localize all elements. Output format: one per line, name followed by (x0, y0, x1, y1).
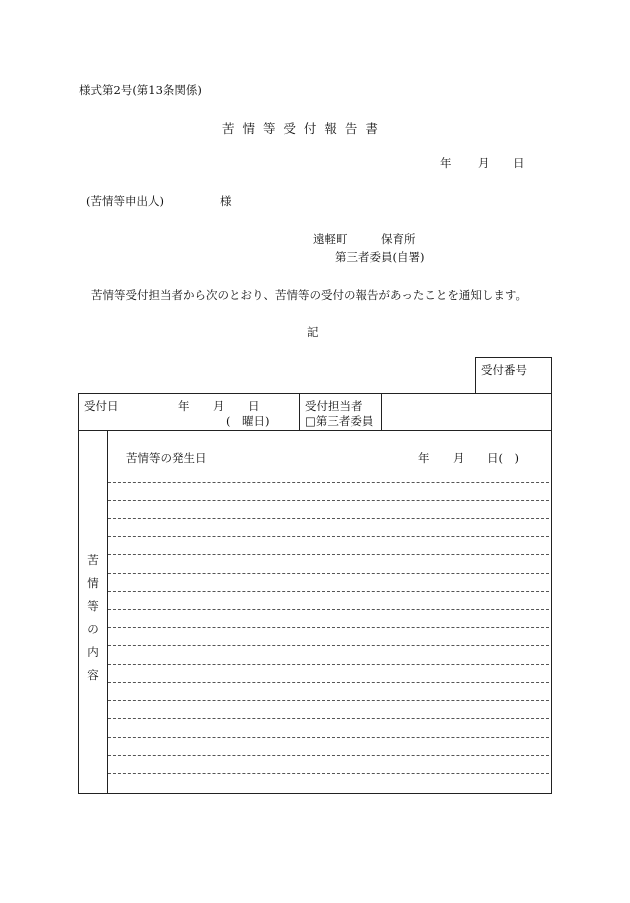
reception-number-box-right (551, 357, 552, 394)
sender-office: 保育所 (381, 232, 416, 246)
writing-line[interactable] (108, 755, 549, 756)
writing-line[interactable] (108, 591, 549, 592)
person-in-charge-label: 受付担当者 (305, 399, 363, 413)
writing-line[interactable] (108, 536, 549, 537)
writing-line[interactable] (108, 609, 549, 610)
writing-line[interactable] (108, 737, 549, 738)
document-title: 苦 情 等 受 付 報 告 書 (222, 121, 380, 136)
writing-line[interactable] (108, 645, 549, 646)
writing-line[interactable] (108, 682, 549, 683)
writing-line[interactable] (108, 554, 549, 555)
occurrence-year-label: 年 (418, 451, 430, 465)
side-label-char-4: の (87, 622, 99, 636)
ki-label: 記 (307, 325, 319, 339)
side-label-char-2: 情 (87, 576, 99, 590)
reception-month-label: 月 (213, 399, 225, 413)
side-label-char-3: 等 (87, 599, 99, 613)
reception-number-box-top (475, 357, 552, 358)
reception-row-divider-1 (299, 393, 300, 431)
side-label-char-1: 苦 (87, 553, 99, 567)
date-day-label: 日 (513, 156, 525, 170)
side-label-char-6: 容 (87, 668, 99, 682)
table-left-border (78, 393, 79, 794)
table-bottom-border (78, 793, 552, 794)
writing-line[interactable] (108, 700, 549, 701)
occurrence-day-label: 日( ) (487, 451, 519, 465)
reception-row-bottom-border (78, 430, 552, 431)
reception-number-label: 受付番号 (481, 363, 527, 377)
reception-date-label: 受付日 (84, 399, 119, 413)
writing-line[interactable] (108, 718, 549, 719)
writing-line[interactable] (108, 573, 549, 574)
date-year-label: 年 (440, 156, 452, 170)
table-right-border (551, 393, 552, 794)
writing-line[interactable] (108, 664, 549, 665)
addressee-honorific: 様 (220, 194, 232, 208)
reception-day-label: 日 (248, 399, 260, 413)
reception-year-label: 年 (178, 399, 190, 413)
writing-line[interactable] (108, 500, 549, 501)
sender-third-party: 第三者委員(自署) (335, 250, 425, 264)
date-month-label: 月 (478, 156, 490, 170)
reception-weekday-label: ( 曜日) (226, 414, 270, 428)
content-side-divider (107, 430, 108, 794)
occurrence-month-label: 月 (453, 451, 465, 465)
writing-line[interactable] (108, 773, 549, 774)
writing-line[interactable] (108, 482, 549, 483)
occurrence-date-label: 苦情等の発生日 (126, 451, 207, 465)
sender-town: 遠軽町 (313, 232, 348, 246)
third-party-checkbox-label[interactable]: □第三者委員 (305, 414, 374, 428)
form-number: 様式第2号(第13条関係) (79, 83, 202, 97)
addressee-label: (苦情等申出人) (86, 194, 164, 208)
reception-row-divider-2 (381, 393, 382, 431)
table-top-border (78, 393, 552, 394)
reception-number-box-left (475, 357, 476, 394)
writing-line[interactable] (108, 627, 549, 628)
side-label-char-5: 内 (87, 645, 99, 659)
writing-line[interactable] (108, 518, 549, 519)
notice-body-text: 苦情等受付担当者から次のとおり、苦情等の受付の報告があったことを通知します。 (91, 288, 527, 302)
